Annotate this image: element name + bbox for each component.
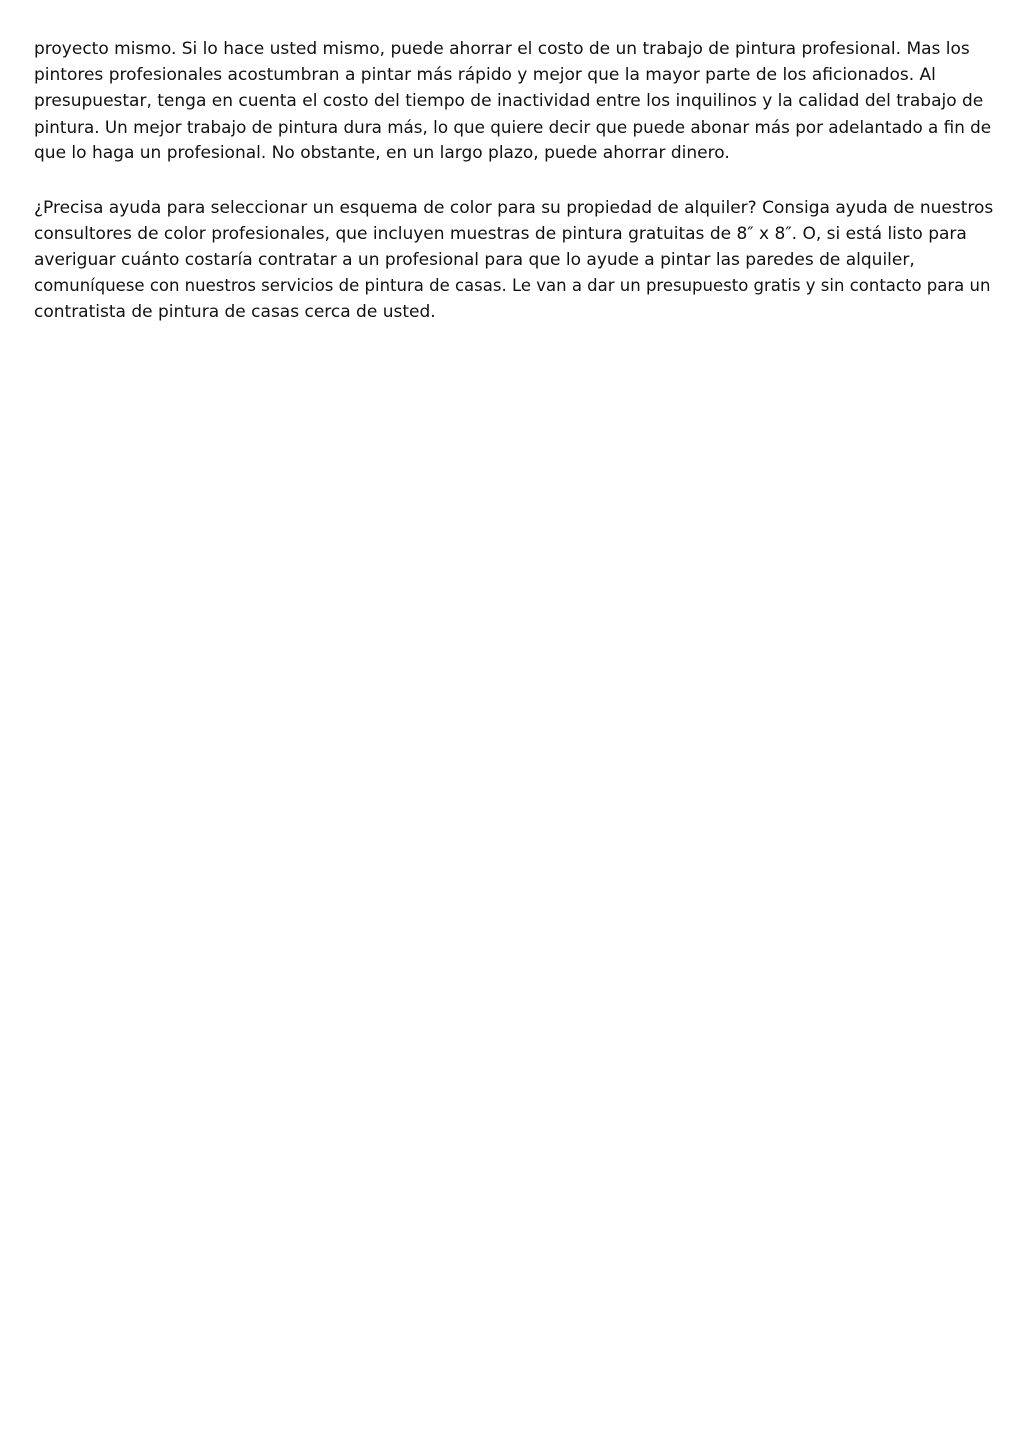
text-line: averiguar cuánto costaría contratar a un profesional para que lo ayude a pintar las paredes de alquiler, bbox=[34, 250, 915, 270]
paragraph-budget-professional bbox=[34, 36, 994, 166]
text-line: comuníquese con nuestros servicios de pintura de casas. Le van a dar un presupuesto gratis y sin contacto para un bbox=[34, 276, 991, 295]
text-line: pintura. Un mejor trabajo de pintura dura más, lo que quiere decir que puede abonar más por adelantado a fin de bbox=[34, 117, 992, 137]
document-body bbox=[34, 36, 994, 325]
text-line: presupuestar, tenga en cuenta el costo del tiempo de inactividad entre los inquilinos y la calidad del trabajo de bbox=[34, 91, 984, 111]
text-line: pintores profesionales acostumbran a pintar más rápido y mejor que la mayor parte de los aficionados. Al bbox=[34, 65, 936, 85]
text-line: que lo haga un profesional. No obstante, en un largo plazo, puede ahorrar dinero. bbox=[34, 143, 730, 163]
text-line: proyecto mismo. Si lo hace usted mismo, puede ahorrar el costo de un trabajo de pintura profesional. Mas los bbox=[34, 39, 970, 59]
text-line: consultores de color profesionales, que incluyen muestras de pintura gratuitas de 8″ x 8″. O, si está listo para bbox=[34, 224, 967, 244]
paragraph-spacer bbox=[34, 166, 994, 195]
text-line: contratista de pintura de casas cerca de usted. bbox=[34, 302, 436, 322]
paragraph-color-consultants bbox=[34, 195, 994, 325]
text-line: ¿Precisa ayuda para seleccionar un esquema de color para su propiedad de alquiler? Consiga ayuda de nuestros bbox=[34, 198, 994, 218]
